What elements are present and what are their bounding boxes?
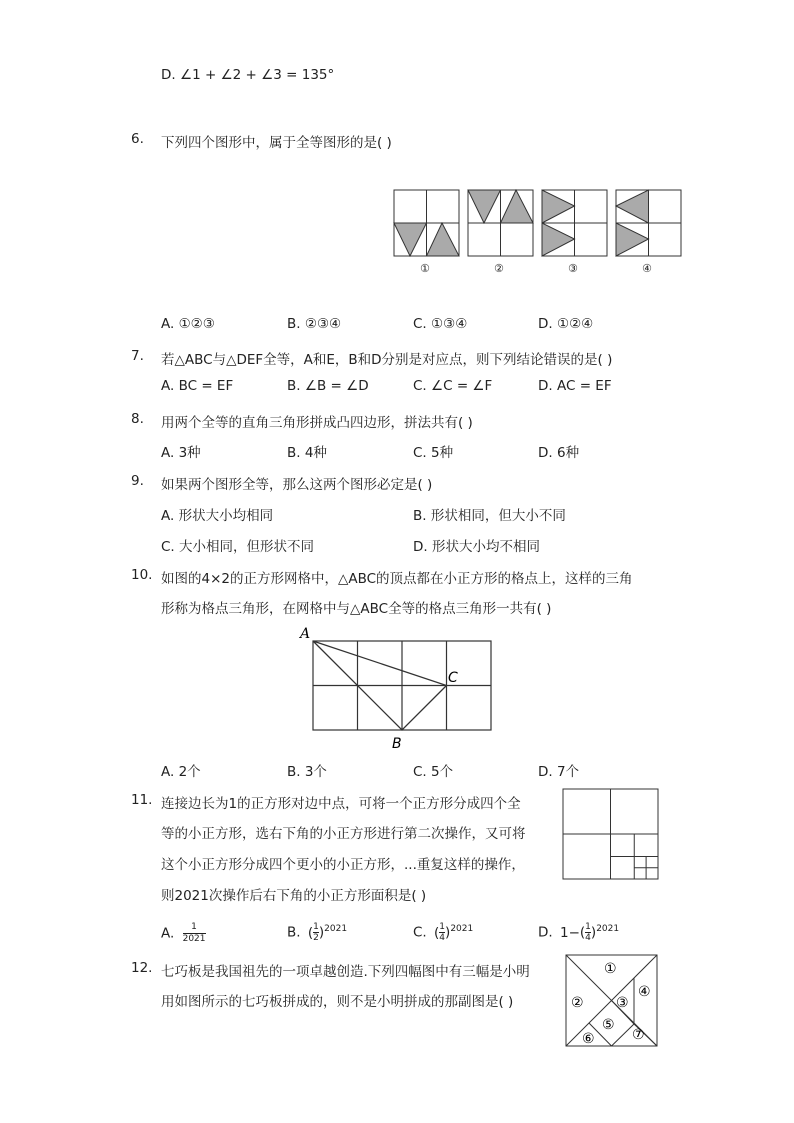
q12-piece-5: ⑤ [602,1017,615,1033]
q6-fig2-label: ② [494,262,504,275]
q5-option-d[interactable]: D. ∠1 + ∠2 + ∠3 = 135° [161,67,335,83]
q12-piece-2: ② [571,995,584,1011]
q10-label-b: B [392,736,402,752]
q12-piece-6: ⑥ [582,1031,595,1047]
q10-stem-line1: 如图的4×2的正方形网格中，△ABC的顶点都在小正方形的格点上，这样的三角 [161,571,633,587]
q10-number: 10. [131,567,153,583]
q10-option-b[interactable]: B. 3个 [287,764,327,780]
q12-piece-3: ③ [616,995,629,1011]
q10-label-a: A [300,626,311,642]
q11-square-figure [562,788,660,882]
q11-option-a[interactable]: A. $\frac{1}{2021}$ [161,922,206,944]
q6-fig4-label: ④ [642,262,652,275]
q8-number: 8. [131,411,144,427]
q10-option-d[interactable]: D. 7个 [538,764,580,780]
q6-option-b[interactable]: B. ②③④ [287,316,342,332]
q8-option-d[interactable]: D. 6种 [538,445,580,461]
q10-option-a[interactable]: A. 2个 [161,764,201,780]
q8-option-a[interactable]: A. 3种 [161,445,201,461]
q8-option-b[interactable]: B. 4种 [287,445,327,461]
q9-number: 9. [131,473,144,489]
q7-option-a[interactable]: A. BC = EF [161,378,234,394]
q11-stem-line1: 连接边长为1的正方形对边中点，可将一个正方形分成四个全 [161,796,521,812]
q12-tangram-figure [565,954,659,1048]
q11-option-d[interactable]: D. 1−( $\frac{1}{4}$ )$^{2021}$ [538,922,620,943]
q7-option-c[interactable]: C. ∠C = ∠F [413,378,493,394]
q6-fig3-label: ③ [568,262,578,275]
q11-option-d-fraction: $\frac{1}{4}$ [585,922,591,943]
q11-option-b[interactable]: B. ( $\frac{1}{2}$ )$^{2021}$ [287,922,348,943]
q8-option-c[interactable]: C. 5种 [413,445,454,461]
q9-stem: 如果两个图形全等，那么这两个图形必定是( ) [161,477,433,493]
q10-grid-figure [300,624,500,754]
q12-stem-line2: 用如图所示的七巧板拼成的，则不是小明拼成的那副图是( ) [161,994,514,1010]
q11-number: 11. [131,792,153,808]
q6-option-d[interactable]: D. ①②④ [538,316,594,332]
q12-number: 12. [131,960,153,976]
q7-stem: 若△ABC与△DEF全等，A和E，B和D分别是对应点，则下列结论错误的是( ) [161,352,613,368]
q12-piece-7: ⑦ [632,1027,645,1043]
q7-option-d[interactable]: D. AC = EF [538,378,612,394]
q11-option-a-fraction: $\frac{1}{2021}$ [182,922,206,944]
q11-stem-line2: 等的小正方形，选右下角的小正方形进行第二次操作，又可将 [161,826,526,842]
q8-stem: 用两个全等的直角三角形拼成凸四边形，拼法共有( ) [161,415,473,431]
q6-option-c[interactable]: C. ①③④ [413,316,468,332]
q12-piece-4: ④ [638,984,651,1000]
q12-stem-line1: 七巧板是我国祖先的一项卓越创造.下列四幅图中有三幅是小明 [161,964,530,980]
q11-option-c-fraction: $\frac{1}{4}$ [439,922,446,943]
q10-label-c: C [448,670,458,686]
q11-stem-line3: 这个小正方形分成四个更小的小正方形，...重复这样的操作， [161,857,525,873]
q7-option-b[interactable]: B. ∠B = ∠D [287,378,369,394]
q7-number: 7. [131,348,144,364]
q9-option-b[interactable]: B. 形状相同，但大小不同 [413,508,566,524]
q6-fig1-triangle-left [394,223,427,256]
q10-stem-line2: 形称为格点三角形，在网格中与△ABC全等的格点三角形一共有( ) [161,601,552,617]
q12-piece-1: ① [604,961,617,977]
q6-option-a[interactable]: A. ①②③ [161,316,215,332]
q6-fig1-label: ① [420,262,430,275]
q11-stem-line4: 则2021次操作后右下角的小正方形面积是( ) [161,888,427,904]
q6-fig1-triangle-right [427,223,460,256]
q11-option-c[interactable]: C. ( $\frac{1}{4}$ )$^{2021}$ [413,922,474,943]
q9-option-d[interactable]: D. 形状大小均不相同 [413,539,540,555]
q9-option-a[interactable]: A. 形状大小均相同 [161,508,274,524]
q6-number: 6. [131,131,144,147]
q10-option-c[interactable]: C. 5个 [413,764,454,780]
q9-option-c[interactable]: C. 大小相同，但形状不同 [161,539,315,555]
q11-option-b-fraction: $\frac{1}{2}$ [313,922,319,943]
q6-stem: 下列四个图形中，属于全等图形的是( ) [161,135,392,151]
